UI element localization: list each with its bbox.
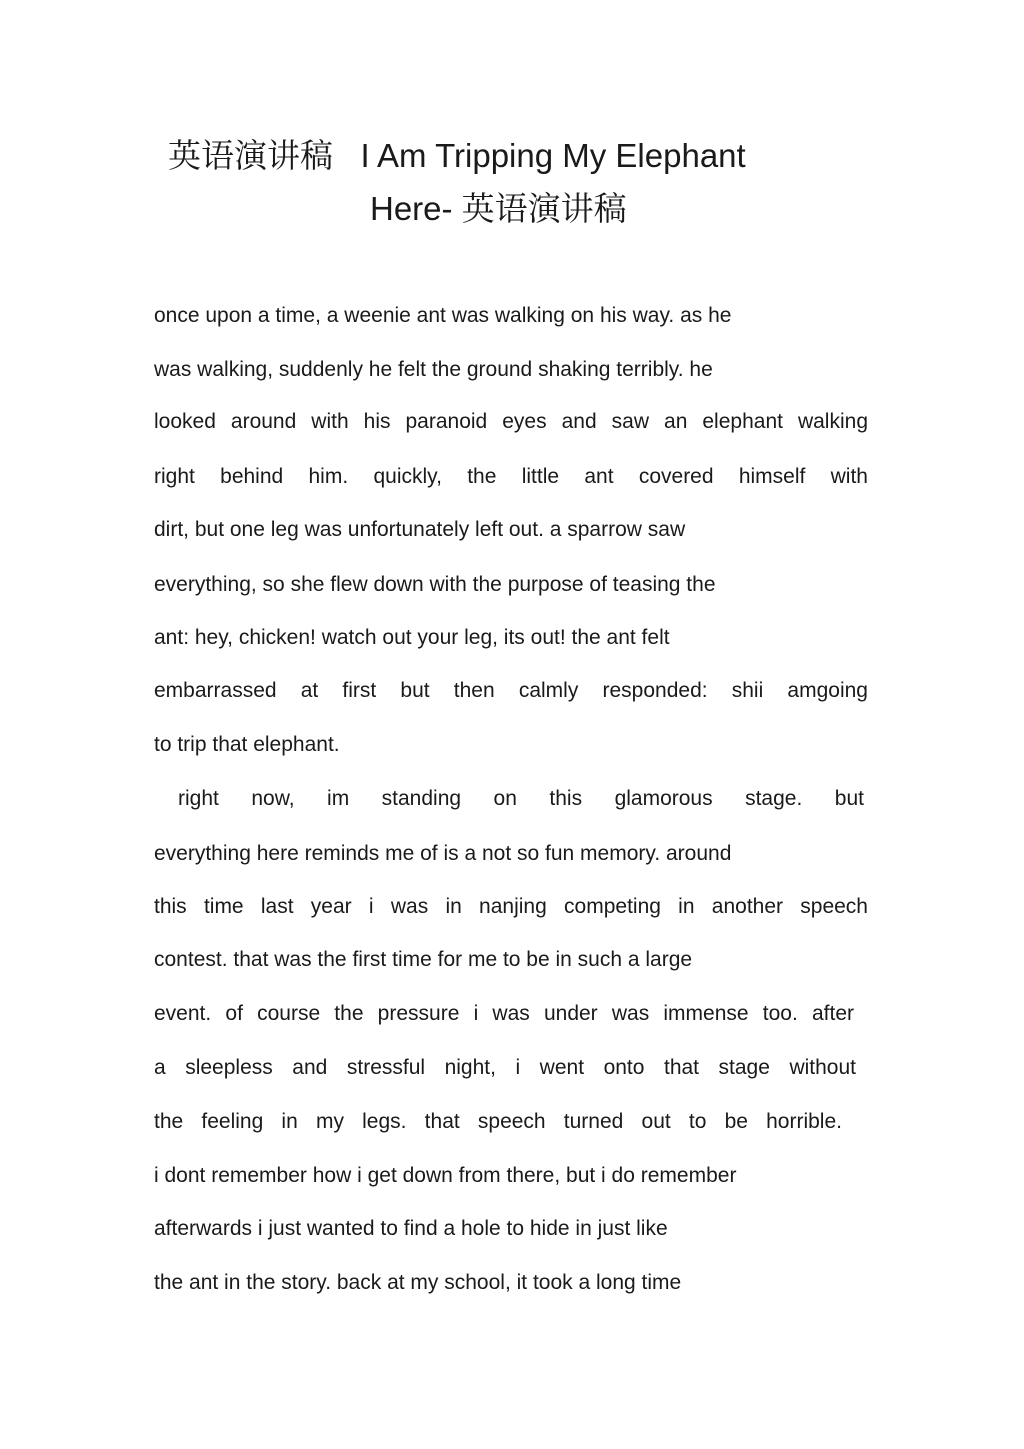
body-line: afterwards i just wanted to find a hole to hide in just like: [154, 1217, 668, 1240]
body-line: to trip that elephant.: [154, 733, 340, 756]
body-line: event. of course the pressure i was under was immense too. after: [154, 1002, 854, 1025]
body-line: a sleepless and stressful night, i went onto that stage without: [154, 1056, 856, 1079]
document-title-line-2: Here- 英语演讲稿: [370, 190, 627, 227]
body-line: ant: hey, chicken! watch out your leg, its out! the ant felt: [154, 626, 670, 649]
body-line: the feeling in my legs. that speech turned out to be horrible.: [154, 1110, 842, 1133]
body-line: contest. that was the first time for me to be in such a large: [154, 948, 693, 971]
body-line: the ant in the story. back at my school, it took a long time: [154, 1271, 682, 1294]
body-line: dirt, but one leg was unfortunately left out. a sparrow saw: [154, 518, 686, 541]
body-line: this time last year i was in nanjing competing in another speech: [154, 895, 868, 918]
document-title-line-1: 英语演讲稿 I Am Tripping My Elephant: [168, 137, 746, 174]
body-line: was walking, suddenly he felt the ground shaking terribly. he: [154, 358, 713, 381]
body-line: right now, im standing on this glamorous stage. but: [178, 787, 864, 810]
body-line: everything, so she flew down with the purpose of teasing the: [154, 573, 716, 596]
body-line: right behind him. quickly, the little ant covered himself with: [154, 465, 868, 488]
body-line: i dont remember how i get down from there, but i do remember: [154, 1164, 737, 1187]
body-line: looked around with his paranoid eyes and saw an elephant walking: [154, 410, 868, 433]
body-line: once upon a time, a weenie ant was walking on his way. as he: [154, 304, 732, 327]
body-line: embarrassed at first but then calmly responded: shii amgoing: [154, 679, 868, 702]
body-line: everything here reminds me of is a not so fun memory. around: [154, 842, 732, 865]
